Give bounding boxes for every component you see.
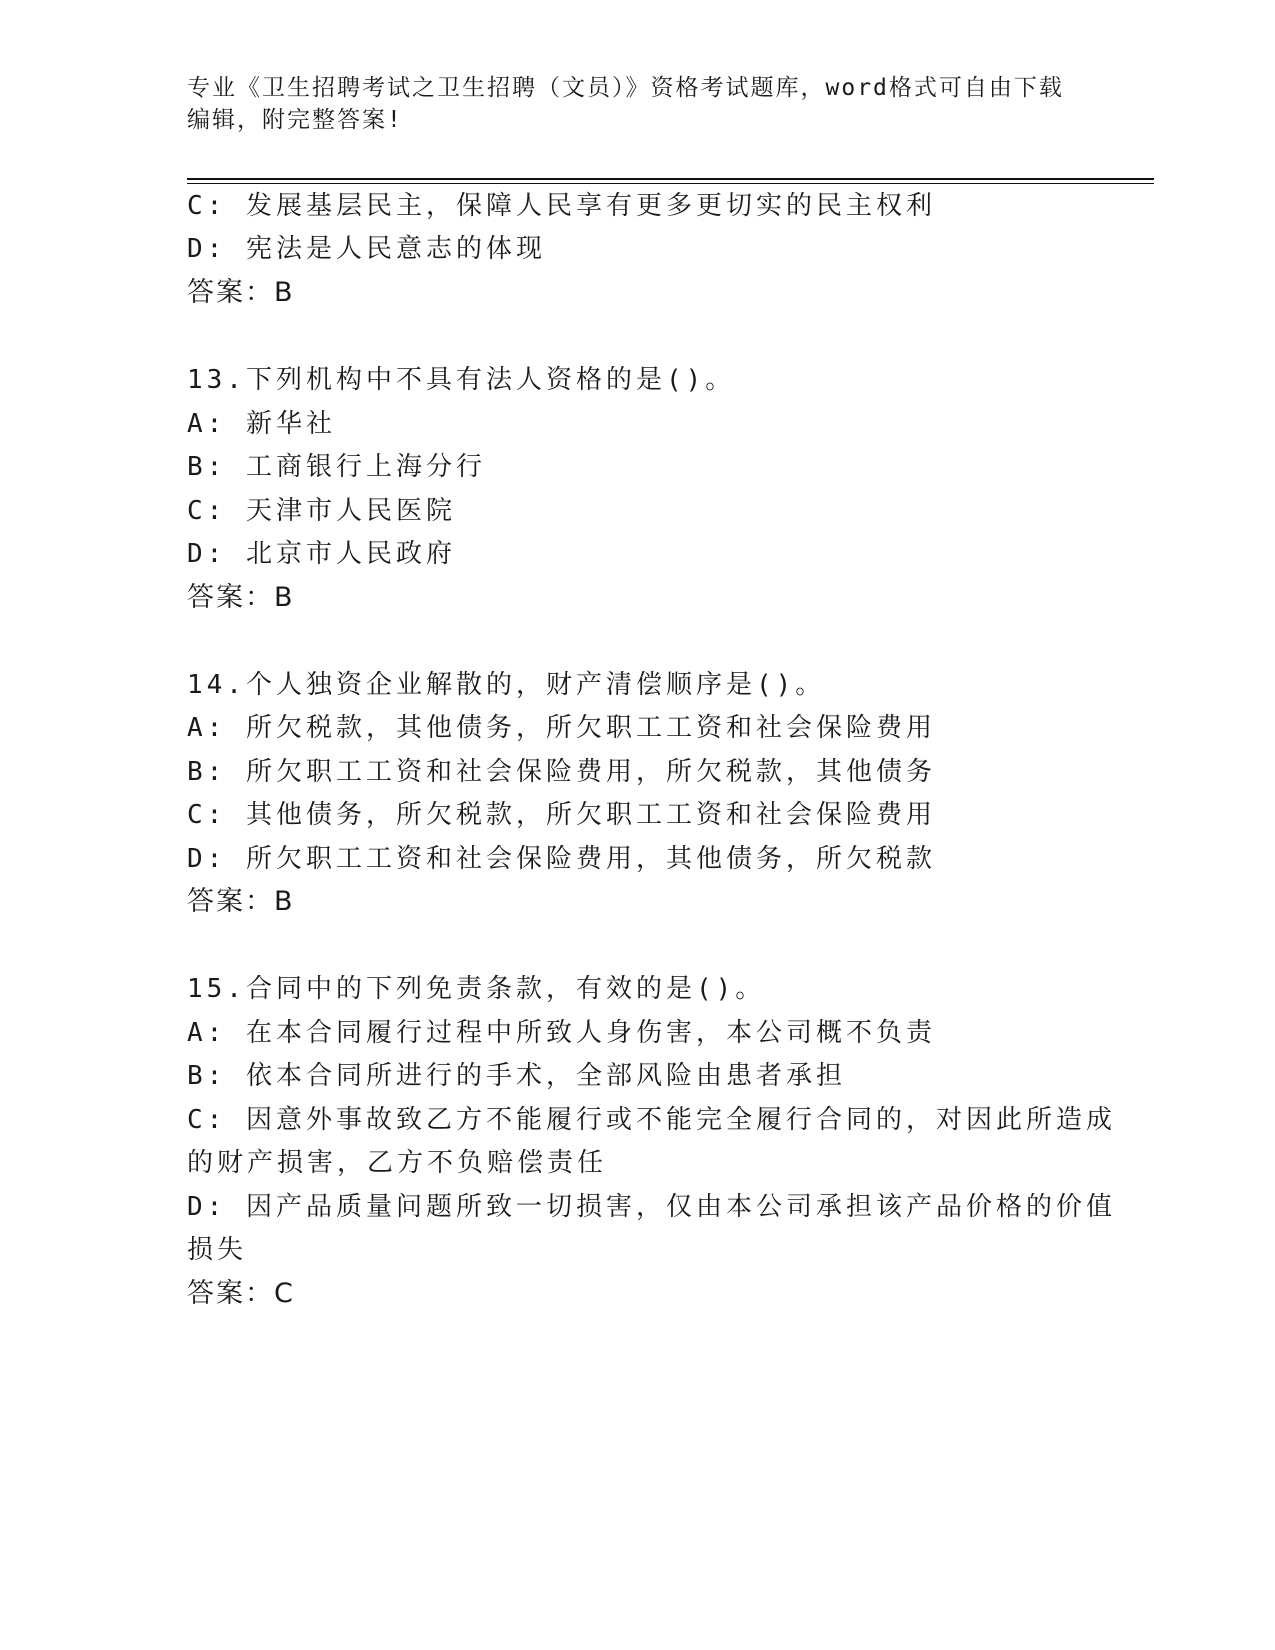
header-divider-thin <box>187 183 1154 184</box>
option-c: C: 天津市人民医院 <box>187 496 456 526</box>
question-stem: 15.合同中的下列免责条款，有效的是()。 <box>187 974 766 1004</box>
answer: 答案：B <box>187 277 295 308</box>
option-d: D: 宪法是人民意志的体现 <box>187 234 546 264</box>
option-b: B: 依本合同所进行的手术，全部风险由患者承担 <box>187 1061 846 1091</box>
option-c: C: 发展基层民主，保障人民享有更多更切实的民主权利 <box>187 191 936 221</box>
header-line-1: 专业《卫生招聘考试之卫生招聘（文员）》资格考试题库，word格式可自由下载 <box>187 75 1064 101</box>
question-stem: 13.下列机构中不具有法人资格的是()。 <box>187 365 736 395</box>
option-a: A: 新华社 <box>187 409 336 439</box>
option-d: D: 因产品质量问题所致一切损害，仅由本公司承担该产品价格的价值 <box>187 1192 1116 1222</box>
option-b: B: 工商银行上海分行 <box>187 452 486 482</box>
document-header <box>187 72 1087 136</box>
option-d-continued: 损失 <box>187 1235 248 1265</box>
question-stem: 14.个人独资企业解散的，财产清偿顺序是()。 <box>187 670 826 700</box>
option-b: B: 所欠职工工资和社会保险费用，所欠税款，其他债务 <box>187 757 936 787</box>
option-c: C: 因意外事故致乙方不能履行或不能完全履行合同的，对因此所造成 <box>187 1105 1116 1135</box>
option-a: A: 所欠税款，其他债务，所欠职工工资和社会保险费用 <box>187 713 936 743</box>
option-d: D: 北京市人民政府 <box>187 539 456 569</box>
header-divider-thick <box>187 178 1154 180</box>
answer: 答案：B <box>187 886 295 917</box>
answer: 答案：C <box>187 1278 295 1309</box>
option-a: A: 在本合同履行过程中所致人身伤害，本公司概不负责 <box>187 1018 936 1048</box>
header-line-2: 编辑，附完整答案! <box>187 107 403 133</box>
option-c-continued: 的财产损害，乙方不负赔偿责任 <box>187 1148 608 1178</box>
option-c: C: 其他债务，所欠税款，所欠职工工资和社会保险费用 <box>187 800 936 830</box>
option-d: D: 所欠职工工资和社会保险费用，其他债务，所欠税款 <box>187 844 936 874</box>
answer: 答案：B <box>187 582 295 613</box>
